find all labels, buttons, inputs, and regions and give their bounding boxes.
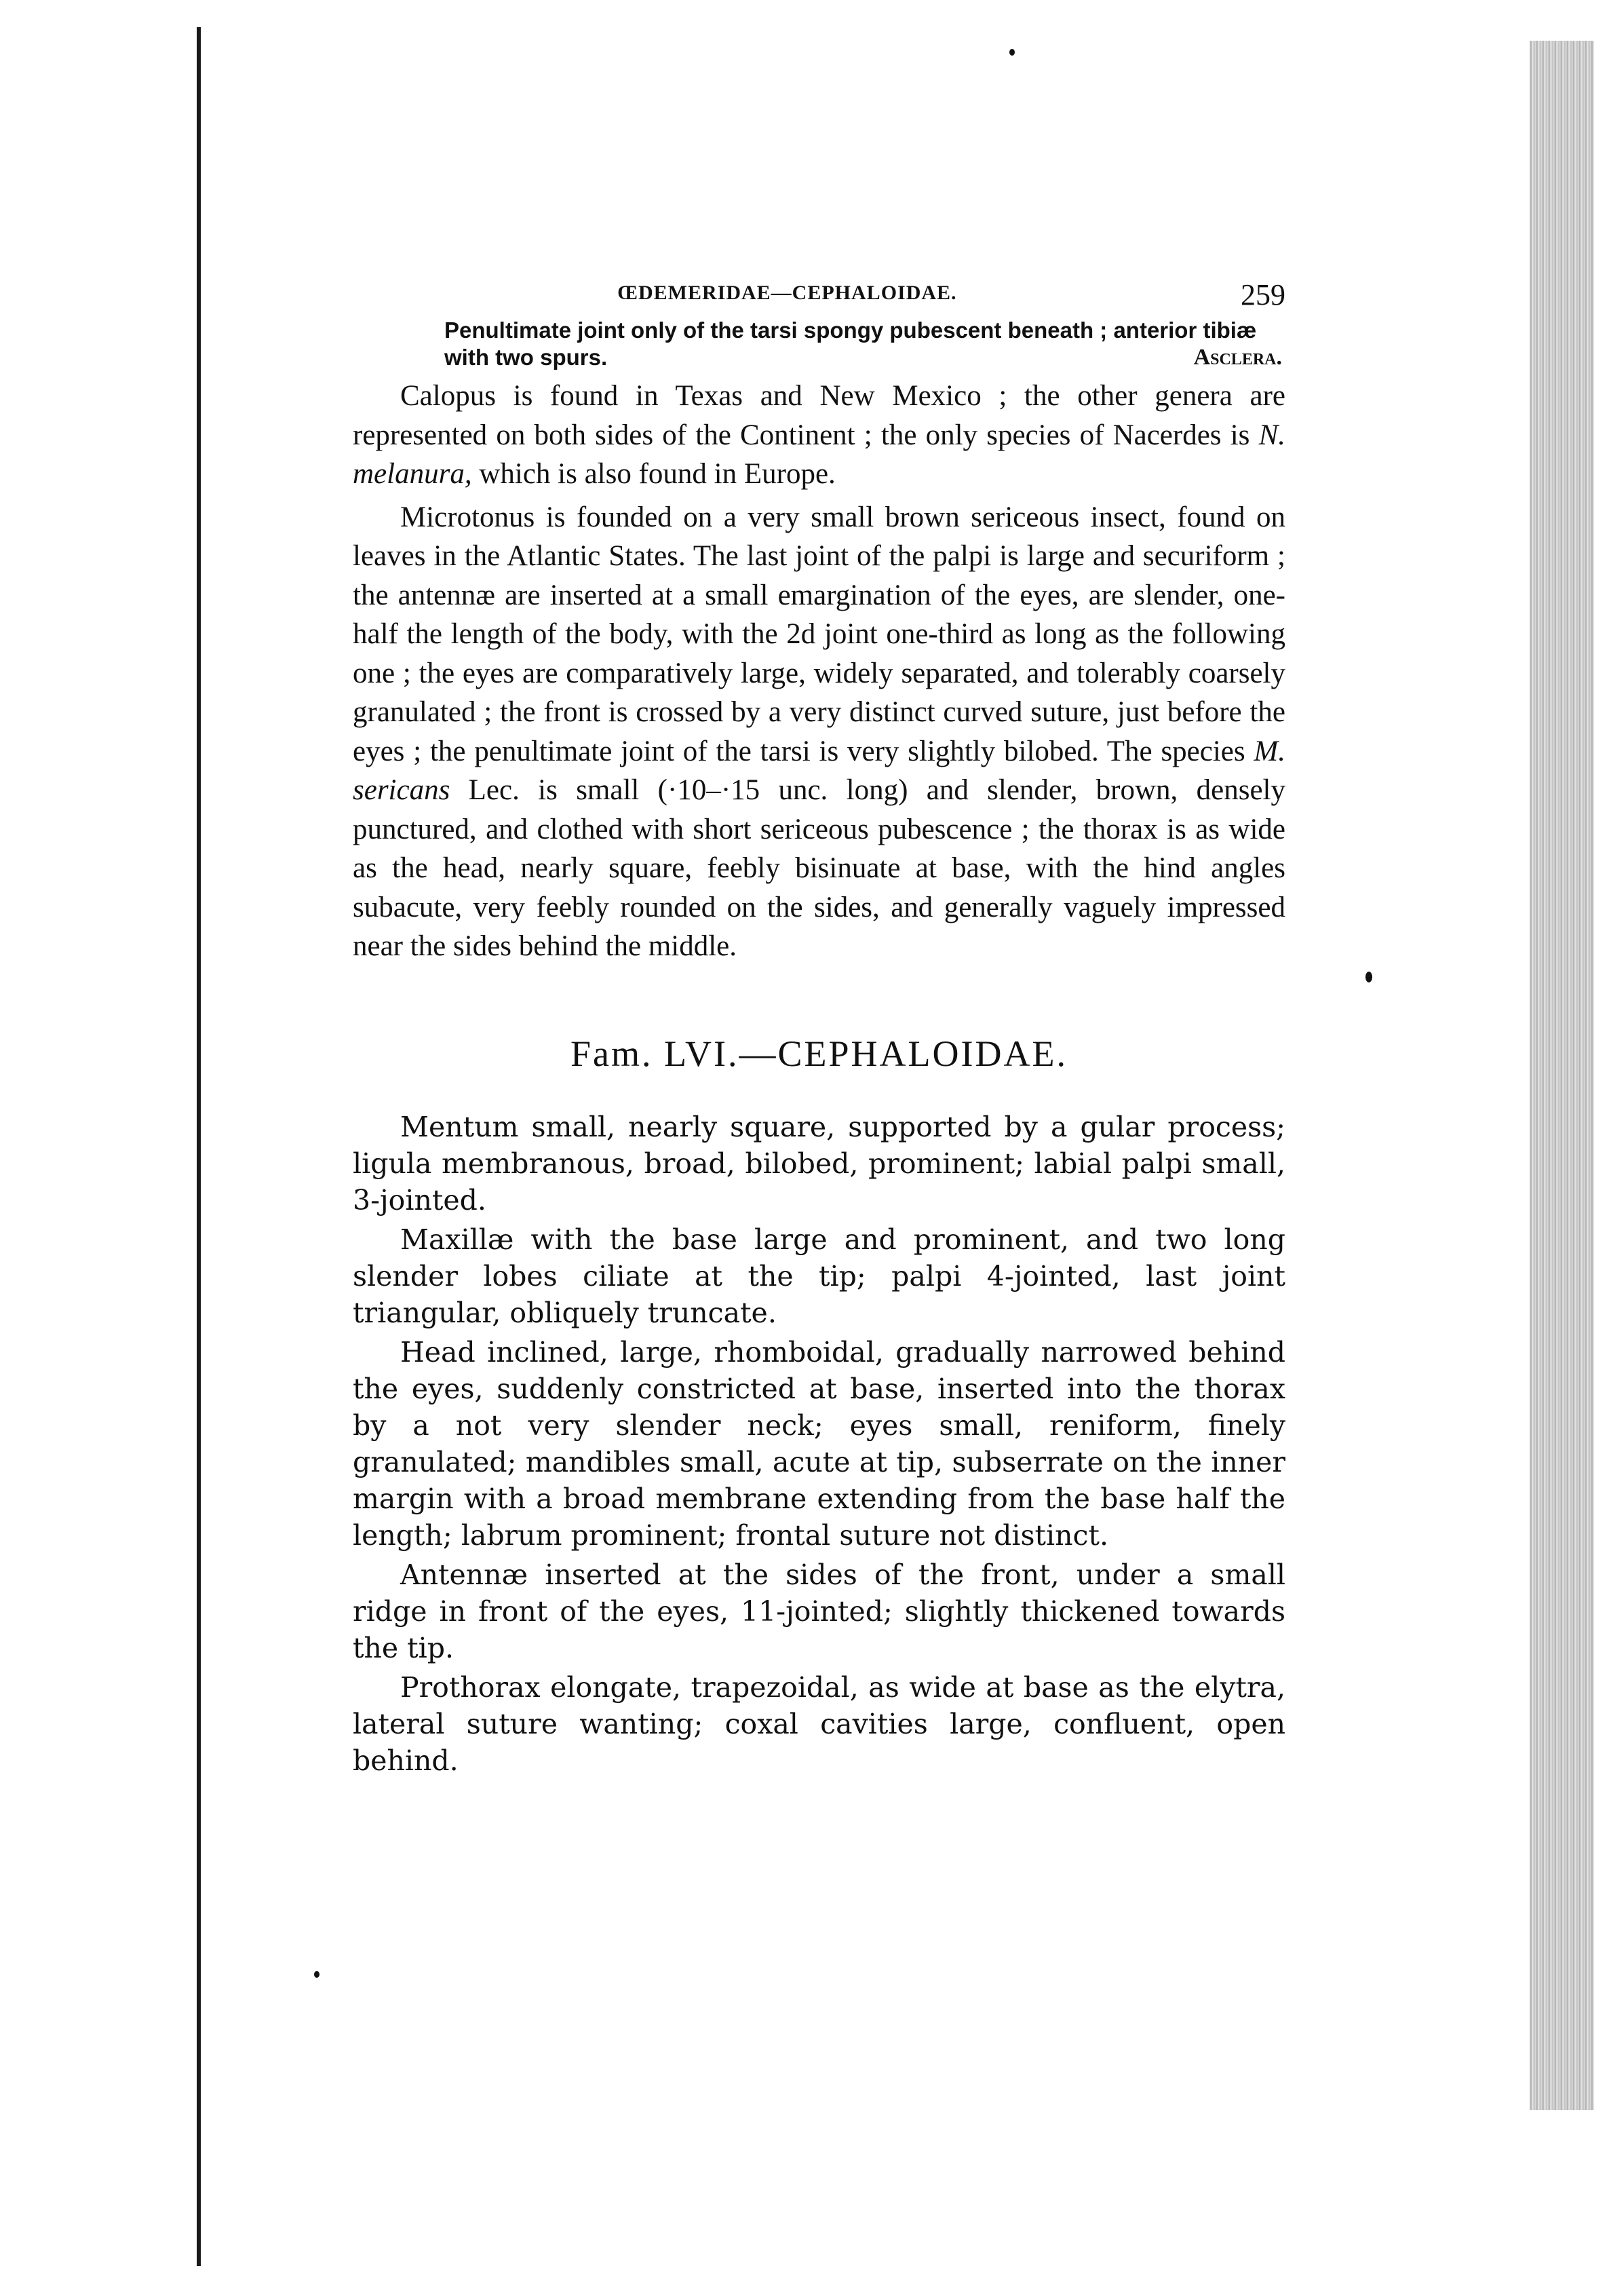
paragraph-microtonus (353, 498, 1285, 966)
paragraph-antennae: Antennæ inserted at the sides of the front, under a small ridge in front of the eyes, 11-jointed; slightly thickened towards the tip. (353, 1558, 1285, 1664)
text-run: Lec. is small (·10–·15 unc. long) and slender, brown, densely punctured, and clothed with short sericeous pubescence ; the thorax is as wide as the head, nearly square, feebly bisinuate at base, with the hind angles subacute, very feebly rounded on the sides, and generally vaguely impressed near the sides behind the middle. (353, 774, 1285, 962)
paragraph-head: Head inclined, large, rhomboidal, gradually narrowed behind the eyes, suddenly constricted at base, inserted into the thorax by a not very slender neck; eyes small, reniform, finely granulated; mandibles small, acute at tip, subserrate on the inner margin with a broad membrane extending from the base half the length; labrum prominent; frontal suture not distinct. (353, 1335, 1285, 1552)
scan-speck (314, 1971, 319, 1978)
running-head-title: ŒDEMERIDAE—CEPHALOIDAE. (617, 282, 957, 304)
book-page (353, 268, 1285, 1779)
paragraph-maxillae: Maxillæ with the base large and prominent, and two long slender lobes ciliate at the tip; palpi 4-jointed, last joint triangular, obliquely truncate. (353, 1223, 1285, 1329)
scan-speck (1009, 49, 1015, 56)
key-entry-genus: Asclera. (1193, 345, 1282, 370)
scan-speck (1365, 972, 1372, 982)
italic-species-name: M. sericans (353, 735, 1285, 806)
italic-species-name: N. melanura, (353, 419, 1285, 490)
paragraph-mentum: Mentum small, nearly square, supported by a gular process; ligula membranous, broad, bilobed, prominent; labial palpi small, 3-jointed. (353, 1110, 1285, 1217)
page-number: 259 (1241, 278, 1285, 311)
cephaloidae-description (353, 1109, 1285, 1779)
scan-binding-shadow (197, 27, 201, 2266)
oedemeridae-notes (353, 377, 1285, 966)
running-head (353, 268, 1285, 309)
text-run: Microtonus is founded on a very small brown sericeous insect, found on leaves in the Atlantic States. The last joint of the palpi is large and securiform ; the antennæ are inserted at a small emargination of the eyes, are slender, one-half the length of the body, with the 2d joint one-third as long as the following one ; the eyes are comparatively large, widely separated, and tolerably coarsely granulated ; the front is crossed by a very distinct curved suture, just before the eyes ; the penultimate joint of the tarsi is very slightly bilobed. The species (353, 501, 1285, 767)
text-run: which is also found in Europe. (471, 458, 836, 490)
key-entry-text: Penultimate joint only of the tarsi spongy pubescent beneath ; anterior tibiæ with two spurs. (444, 318, 1257, 370)
paragraph-calopus (353, 377, 1285, 494)
paragraph-prothorax: Prothorax elongate, trapezoidal, as wide at base as the elytra, lateral suture wanting; coxal cavities large, confluent, open behind. (353, 1670, 1285, 1777)
text-run: Calopus is found in Texas and New Mexico ; the other genera are represented on both sides of the Continent ; the only species of Nacerdes is (353, 380, 1285, 451)
key-entry (444, 317, 1282, 371)
family-heading: Fam. LVI.—CEPHALOIDAE. (570, 1033, 1068, 1074)
scan-page-edges (1530, 41, 1594, 2110)
